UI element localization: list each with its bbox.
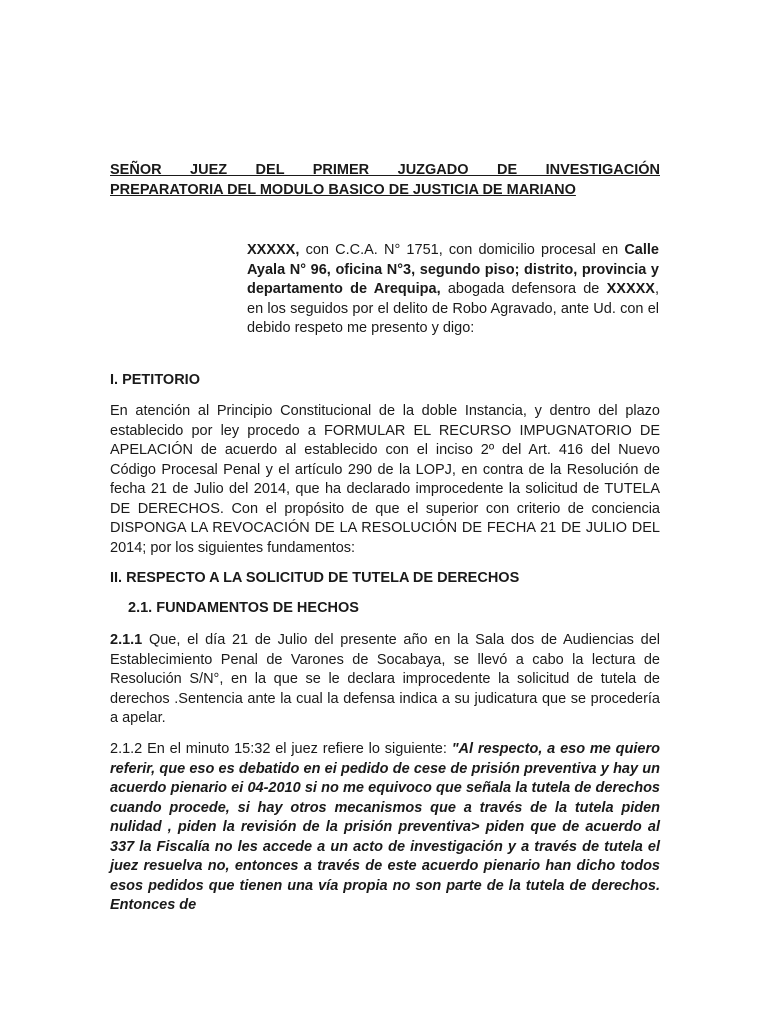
section-2-1-subtitle: 2.1. FUNDAMENTOS DE HECHOS (128, 600, 359, 616)
procedural-address: Calle Ayala N° 96, oficina N°3, segundo piso; distrito, provincia y departamento de Arequipa, (247, 242, 659, 297)
intro-paragraph (247, 241, 659, 339)
paragraph-2-1-2-intro: 2.1.2 En el minuto 15:32 el juez refiere lo siguiente: (110, 741, 452, 757)
intro-text-1: con C.C.A. N° 1751, con domicilio procesal en (299, 242, 625, 258)
paragraph-2-1-1-text: Que, el día 21 de Julio del presente año en la Sala dos de Audiencias del Establecimiento Penal de Varones de Socabaya, se llevó a cabo la lectura de Resolución S/N°, en la que se le declara improcedente la solicitud de tutela de derechos .Sentencia ante la cual la defensa indica a su judicatura que se procedería a apelar. (110, 632, 660, 726)
petitorio-title: I. PETITORIO (110, 372, 200, 388)
paragraph-2-1-2 (110, 740, 660, 916)
document-heading (110, 160, 660, 200)
heading-line-2: PREPARATORIA DEL MODULO BASICO DE JUSTICIA DE MARIANO (110, 182, 576, 198)
intro-text-3: , en los seguidos por el delito de Robo Agravado, ante Ud. con el debido respeto me presento y digo: (247, 281, 659, 336)
paragraph-2-1-1-number: 2.1.1 (110, 632, 143, 648)
heading-line-1: SEÑOR JUEZ DEL PRIMER JUZGADO DE INVESTIGACIÓN (110, 162, 660, 178)
lawyer-name: XXXXX, (247, 242, 300, 258)
client-name: XXXXX (606, 281, 655, 297)
petitorio-body: En atención al Principio Constitucional de la doble Instancia, y dentro del plazo establecido por ley procedo a FORMULAR EL RECURSO IMPUGNATORIO DE APELACIÓN de acuerdo al establecido con el inciso 2º del Art. 416 del Nuevo Código Procesal Penal y el artículo 290 de la LOPJ, en contra de la Resolución de fecha 21 de Julio del 2014, que ha declarado improcedente la solicitud de TUTELA DE DERECHOS. Con el propósito de que el superior con criterio de conciencia DISPONGA LA REVOCACIÓN DE LA RESOLUCIÓN DE FECHA 21 DE JULIO DEL 2014; por los siguientes fundamentos: (110, 403, 660, 556)
paragraph-2-1-1 (110, 631, 660, 729)
intro-text-2: abogada defensora de (440, 281, 607, 297)
judge-quote: "Al respecto, a eso me quiero referir, que eso es debatido en ei pedido de cese de prisión preventiva y hay un acuerdo pienario ei 04-2010 si no me equivoco que señala la tutela de derechos cuando procede, si hay otros mecanismos que a través de la tutela piden nulidad , piden la revisión de la prisión preventiva> piden que de acuerdo al 337 la Fiscalía no les accede a un acto de investigación y a través de tutela el juez resuelva no, entonces a través de este acuerdo pienario han dicho todos esos pedidos que tienen una vía propia no son parte de la tutela de derechos. Entonces de (110, 741, 660, 913)
section-2-title: II. RESPECTO A LA SOLICITUD DE TUTELA DE DERECHOS (110, 570, 520, 586)
